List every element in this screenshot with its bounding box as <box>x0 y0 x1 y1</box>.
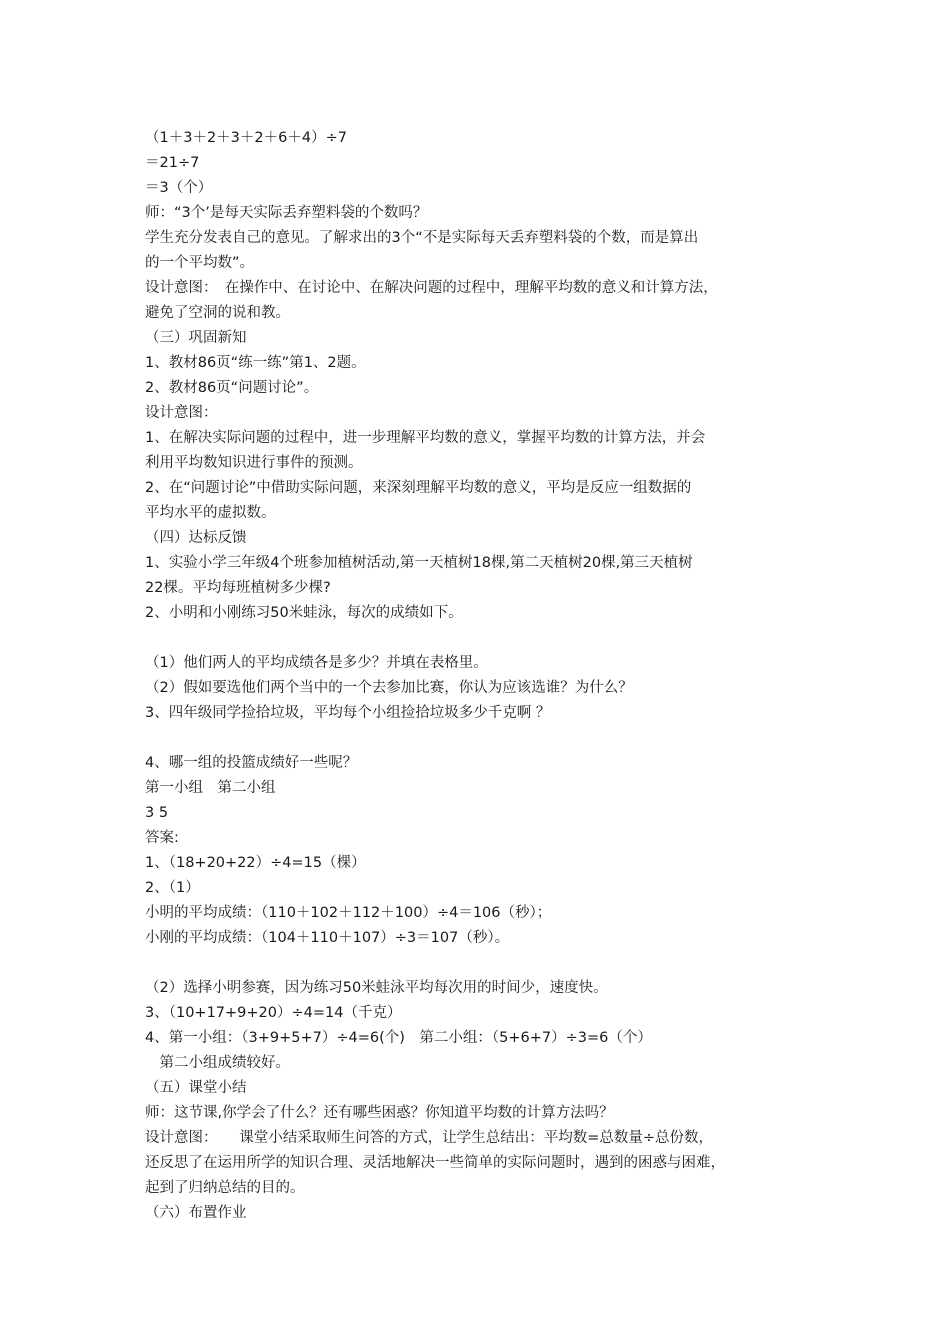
text-line: 1、（18+20+22）÷4=15（棵） <box>145 855 366 871</box>
text-line: （2）假如要选他们两个当中的一个去参加比赛，你认为应该选谁？为什么？ <box>145 680 633 696</box>
document-body <box>145 126 805 1226</box>
text-line: （2）选择小明参赛，因为练习50米蛙泳平均每次用的时间少，速度快。 <box>145 980 608 996</box>
text-line: 2、在“问题讨论”中借助实际问题，来深刻理解平均数的意义，平均是反应一组数据的 <box>145 480 692 496</box>
text-line: （1）他们两人的平均成绩各是多少？并填在表格里。 <box>145 655 488 671</box>
text-line: 第一小组 第二小组 <box>145 780 276 796</box>
text-line: 起到了归纳总结的目的。 <box>145 1180 305 1196</box>
text-line: 利用平均数知识进行事件的预测。 <box>145 455 363 471</box>
blank-line <box>145 726 805 751</box>
text-line: （四）达标反馈 <box>145 530 247 546</box>
text-line: ＝3（个） <box>145 180 213 196</box>
blank-line <box>145 951 805 976</box>
text-line: 还反思了在运用所学的知识合理、灵活地解决一些简单的实际问题时，遇到的困惑与困难， <box>145 1155 725 1171</box>
text-line: 3、四年级同学捡拾垃圾，平均每个小组捡拾垃圾多少千克啊 ？ <box>145 705 551 721</box>
text-line: （五）课堂小结 <box>145 1080 247 1096</box>
text-line: 2、（1） <box>145 880 200 896</box>
text-line: 设计意图： 课堂小结采取师生问答的方式，让学生总结出：平均数=总数量÷总份数， <box>145 1130 714 1146</box>
text-line: ＝21÷7 <box>145 155 200 171</box>
text-line: 1、实验小学三年级4个班参加植树活动,第一天植树18棵,第二天植树20棵,第三天植树 <box>145 555 693 571</box>
text-line: 小刚的平均成绩：（104＋110＋107）÷3＝107（秒）。 <box>145 930 510 946</box>
text-line: 平均水平的虚拟数。 <box>145 505 276 521</box>
text-line: 设计意图： 在操作中、在讨论中、在解决问题的过程中，理解平均数的意义和计算方法， <box>145 280 718 296</box>
text-line: 第二小组成绩较好。 <box>145 1055 290 1071</box>
text-line: 2、小明和小刚练习50米蛙泳，每次的成绩如下。 <box>145 605 463 621</box>
text-line: 1、教材86页“练一练”第1、2题。 <box>145 355 366 371</box>
text-line: 1、在解决实际问题的过程中，进一步理解平均数的意义，掌握平均数的计算方法，并会 <box>145 430 706 446</box>
text-line: 设计意图： <box>145 405 218 421</box>
text-line: 学生充分发表自己的意见。了解求出的3个“不是实际每天丢弃塑料袋的个数，而是算出 <box>145 230 699 246</box>
text-line: 4、第一小组：（3+9+5+7）÷4=6(个) 第二小组：（5+6+7）÷3=6（个） <box>145 1030 652 1046</box>
text-line: 2、教材86页“问题讨论”。 <box>145 380 319 396</box>
text-line: 4、哪一组的投篮成绩好一些呢？ <box>145 755 358 771</box>
text-line: 小明的平均成绩：（110＋102＋112＋100）÷4＝106（秒）； <box>145 905 552 921</box>
text-line: 答案: <box>145 830 179 846</box>
text-line: 3、（10+17+9+20）÷4=14（千克） <box>145 1005 402 1021</box>
text-line: 22棵。平均每班植树多少棵? <box>145 580 331 596</box>
text-line: （三）巩固新知 <box>145 330 247 346</box>
text-line: （六）布置作业 <box>145 1205 247 1221</box>
text-line: 的一个平均数”。 <box>145 255 255 271</box>
text-line: 避免了空洞的说和教。 <box>145 305 290 321</box>
text-line: （1＋3＋2＋3＋2＋6＋4）÷7 <box>145 130 347 146</box>
text-line: 3 5 <box>145 805 169 821</box>
text-line: 师：这节课,你学会了什么？还有哪些困惑？你知道平均数的计算方法吗？ <box>145 1105 614 1121</box>
text-line: 师：“3个’是每天实际丢弃塑料袋的个数吗？ <box>145 205 428 221</box>
blank-line <box>145 626 805 651</box>
